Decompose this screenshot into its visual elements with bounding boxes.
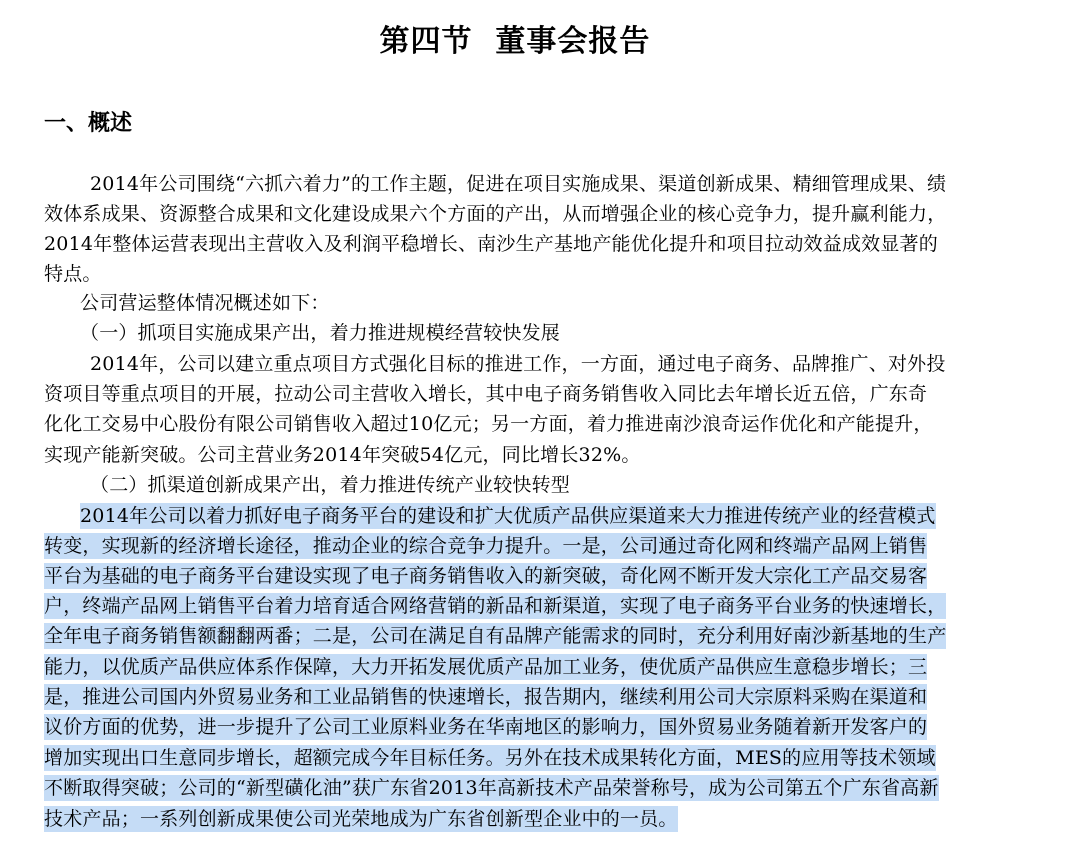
selected-text-line[interactable]: 全年电子商务销售额翻翻两番；二是，公司在满足自有品牌产能需求的同时，充分利用好南沙新基地的生产 [44, 625, 947, 647]
page-title: 第四节 董事会报告 [379, 24, 651, 59]
selected-text-line[interactable]: 能力，以优质产品供应体系作保障，大力开拓发展优质产品加工业务，使优质产品供应生意稳步增长；三 [44, 656, 928, 678]
selected-text-line[interactable]: 是，推进公司国内外贸易业务和工业品销售的快速增长，报告期内，继续利用公司大宗原料采购在渠道和 [44, 686, 928, 708]
paragraph-line: 化化工交易中心股份有限公司销售收入超过10亿元；另一方面，着力推进南沙浪奇运作优化和产能提升， [44, 413, 933, 435]
selected-text-line[interactable]: 平台为基础的电子商务平台建设实现了电子商务销售收入的新突破，奇化网不断开发大宗化工产品交易客 [44, 565, 928, 587]
selected-text-line[interactable]: 技术产品；一系列创新成果使公司光荣地成为广东省创新型企业中的一员。 [44, 808, 678, 830]
paragraph-line: 效体系成果、资源整合成果和文化建设成果六个方面的产出，从而增强企业的核心竞争力，提升赢利能力， [44, 203, 947, 225]
paragraph-line: 资项目等重点项目的开展，拉动公司主营收入增长，其中电子商务销售收入同比去年增长近五倍，广东奇 [44, 383, 928, 405]
paragraph-line: 2014年公司围绕“六抓六着力”的工作主题，促进在项目实施成果、渠道创新成果、精细管理成果、绩 [90, 173, 947, 195]
selected-text-line[interactable]: 户，终端产品网上销售平台着力培育适合网络营销的新品和新渠道，实现了电子商务平台业务的快速增长， [44, 595, 947, 617]
overview-intro: 公司营运整体情况概述如下： [80, 292, 330, 314]
paragraph-line: 实现产能新突破。公司主营业务2014年突破54亿元，同比增长32%。 [44, 444, 641, 466]
selected-text-line[interactable]: 议价方面的优势，进一步提升了公司工业原料业务在华南地区的影响力，国外贸易业务随着新开发客户的 [44, 716, 928, 738]
selected-text-line[interactable]: 增加实现出口生意同步增长，超额完成今年目标任务。另外在技术成果转化方面，MES的应用等技术领域 [44, 747, 936, 769]
selected-text-line[interactable]: 不断取得突破；公司的“新型磺化油”获广东省2013年高新技术产品荣誉称号，成为公司第五个广东省高新 [44, 777, 939, 799]
paragraph-line: 2014年整体运营表现出主营收入及利润平稳增长、南沙生产基地产能优化提升和项目拉动效益成效显著的 [44, 233, 938, 255]
section-heading: 一、概述 [44, 110, 133, 136]
selected-text-line[interactable]: 2014年公司以着力抓好电子商务平台的建设和扩大优质产品供应渠道来大力推进传统产业的经营模式 [80, 505, 936, 527]
paragraph-line: 2014年，公司以建立重点项目方式强化目标的推进工作，一方面，通过电子商务、品牌推广、对外投 [90, 353, 946, 375]
paragraph-line: 特点。 [44, 263, 102, 285]
subsection-heading-1: （一）抓项目实施成果产出，着力推进规模经营较快发展 [80, 322, 561, 344]
subsection-heading-2: （二）抓渠道创新成果产出，着力推进传统产业较快转型 [90, 474, 571, 496]
selected-text-line[interactable]: 转变，实现新的经济增长途径，推动企业的综合竞争力提升。一是，公司通过奇化网和终端产品网上销售 [44, 535, 928, 557]
